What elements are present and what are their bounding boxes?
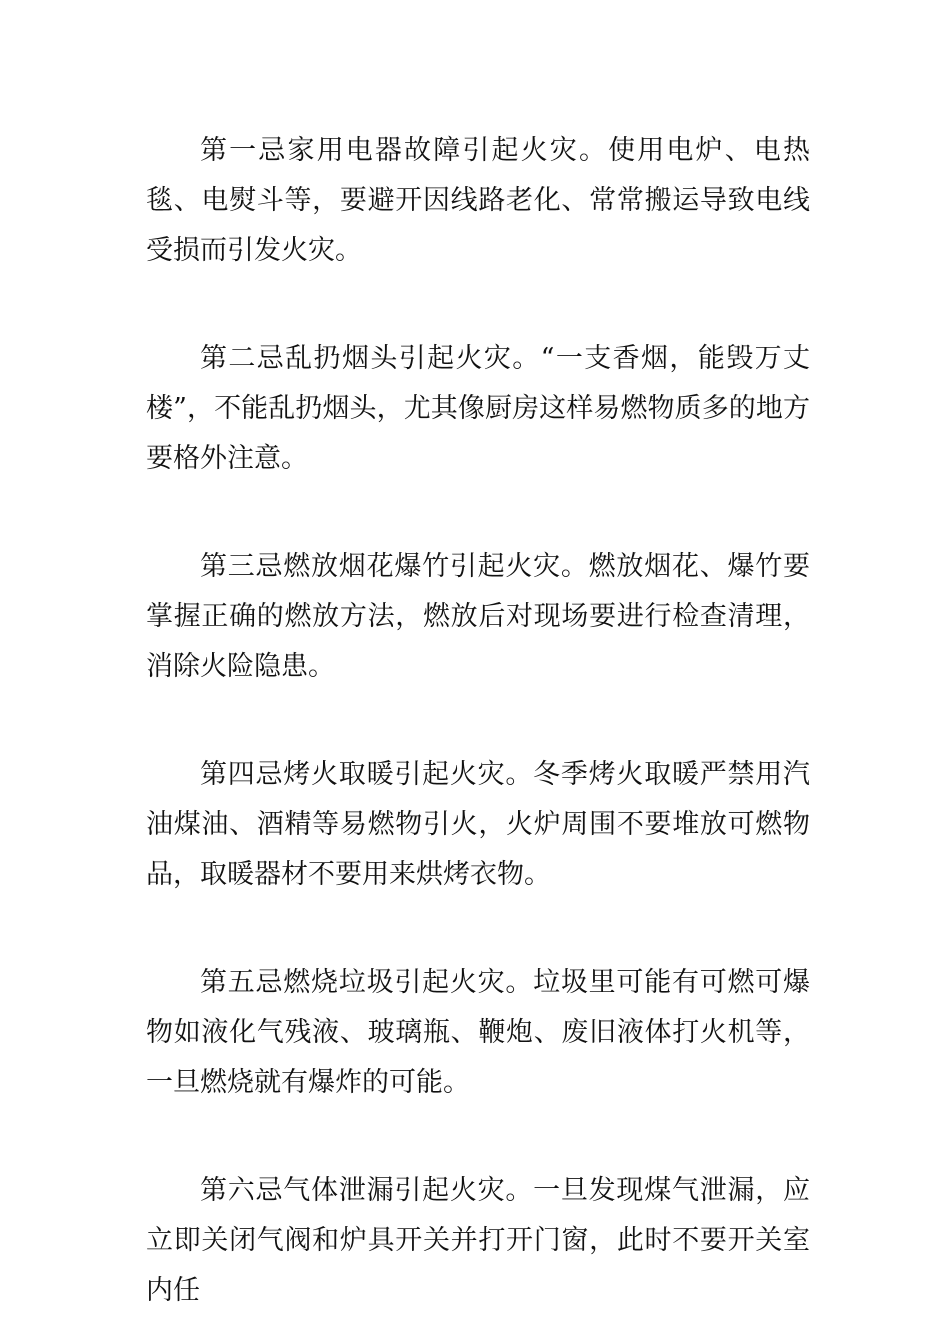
document-body (146, 126, 810, 1316)
paragraph-3: 第三忌燃放烟花爆竹引起火灾。燃放烟花、爆竹要掌握正确的燃放方法，燃放后对现场要进行检查清理，消除火险隐患。 (146, 551, 810, 682)
paragraph-6: 第六忌气体泄漏引起火灾。一旦发现煤气泄漏，应立即关闭气阀和炉具开关并打开门窗，此时不要开关室内任 (146, 1175, 810, 1306)
paragraph-4: 第四忌烤火取暖引起火灾。冬季烤火取暖严禁用汽油煤油、酒精等易燃物引火，火炉周围不要堆放可燃物品，取暖器材不要用来烘烤衣物。 (146, 759, 810, 890)
paragraph-1: 第一忌家用电器故障引起火灾。使用电炉、电热毯、电熨斗等，要避开因线路老化、常常搬运导致电线受损而引发火灾。 (146, 135, 810, 266)
paragraph-5: 第五忌燃烧垃圾引起火灾。垃圾里可能有可燃可爆物如液化气残液、玻璃瓶、鞭炮、废旧液体打火机等，一旦燃烧就有爆炸的可能。 (146, 967, 810, 1098)
paragraph-2: 第二忌乱扔烟头引起火灾。“一支香烟，能毁万丈楼”，不能乱扔烟头，尤其像厨房这样易燃物质多的地方要格外注意。 (146, 343, 810, 474)
